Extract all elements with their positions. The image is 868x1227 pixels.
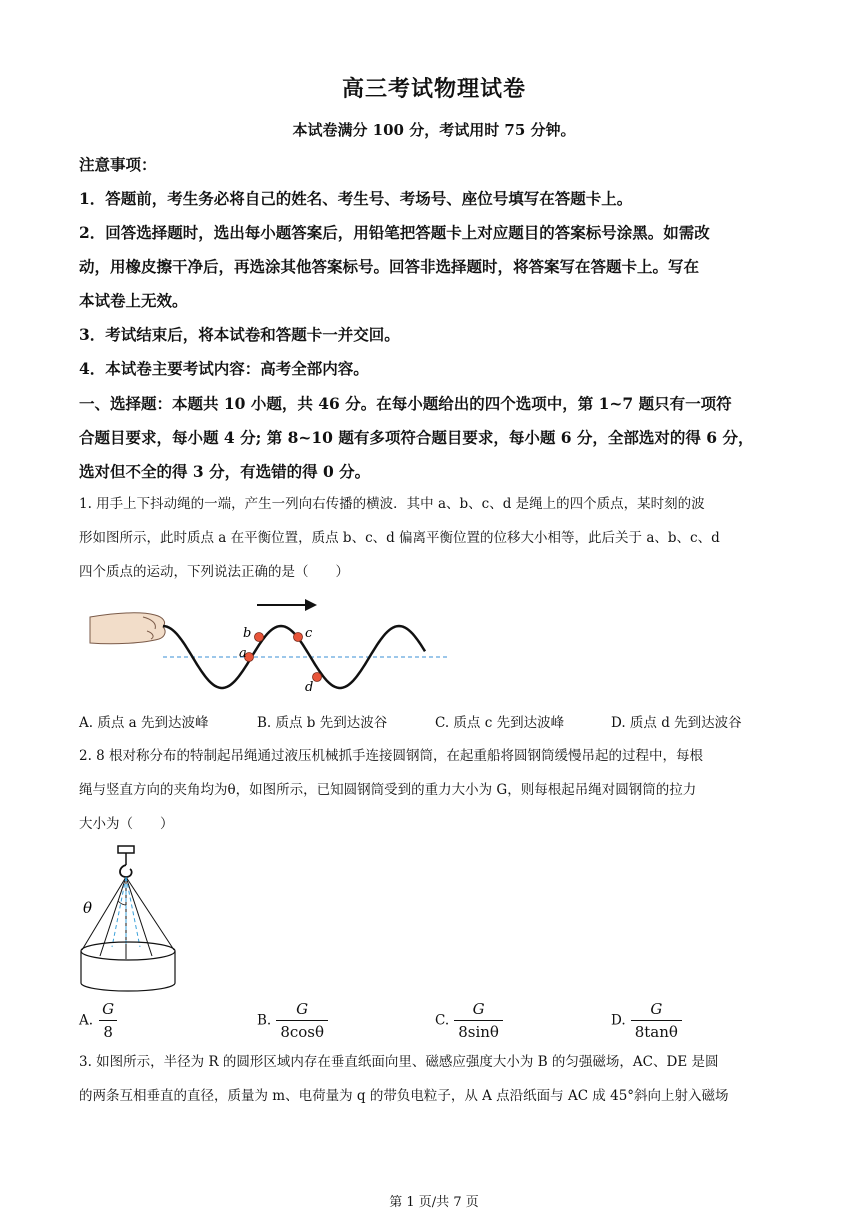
notice-heading: 注意事项：: [79, 155, 157, 174]
section-1-line-3: 选对但不全的得 3 分，有选错的得 0 分。: [79, 462, 371, 481]
q2-option-d[interactable]: [611, 1000, 682, 1041]
q2-option-a-fraction: [98, 1000, 118, 1041]
point-b-marker: [255, 633, 264, 642]
notice-item-2-line-3: 本试卷上无效。: [79, 291, 188, 310]
q2-option-c-fraction: [454, 1000, 503, 1041]
question-2-line-2: 绳与竖直方向的夹角均为θ，如图所示，已知圆钢筒受到的重力大小为 G，则每根起吊绳对圆钢筒的拉力: [79, 782, 697, 798]
page-footer: 第 1 页/共 7 页: [389, 1195, 479, 1210]
section-1-line-2: 合题目要求，每小题 4 分; 第 8~10 题有多项符合题目要求，每小题 6 分，全部选对的得 6 分，: [79, 428, 754, 447]
point-b-label: b: [243, 626, 252, 641]
q1-option-c[interactable]: C. 质点 c 先到达波峰: [435, 715, 565, 731]
q1-option-b[interactable]: B. 质点 b 先到达波谷: [257, 715, 388, 731]
point-a-label: a: [239, 646, 247, 661]
question-1-line-2: 形如图所示，此时质点 a 在平衡位置，质点 b、c、d 偏离平衡位置的位移大小相等，此后关于 a、b、c、d: [79, 530, 720, 546]
q2-option-d-denominator: 8tanθ: [631, 1020, 682, 1041]
q2-option-c-letter: C.: [435, 1012, 450, 1029]
section-1-line-1: 一、选择题：本题共 10 小题，共 46 分。在每小题给出的四个选项中，第 1~7 题只有一项符: [79, 394, 732, 413]
q2-option-a-numerator: G: [102, 1000, 115, 1018]
question-3-line-1: 3. 如图所示，半径为 R 的圆形区域内存在垂直纸面向里、磁感应强度大小为 B 的匀强磁场，AC、DE 是圆: [79, 1054, 719, 1070]
q2-option-b-denominator: 8cosθ: [276, 1020, 328, 1041]
q2-option-b-numerator: G: [296, 1000, 309, 1018]
q2-option-b-letter: B.: [257, 1012, 272, 1029]
hand-illustration: [90, 613, 165, 644]
question-3-line-2: 的两条互相垂直的直径，质量为 m、电荷量为 q 的带负电粒子，从 A 点沿纸面与 AC 成 45°斜向上射入磁场: [79, 1088, 729, 1104]
theta-label: θ: [83, 899, 93, 917]
q2-option-d-letter: D.: [611, 1012, 626, 1029]
point-d-label: d: [305, 680, 314, 695]
q2-option-c-denominator: 8sinθ: [454, 1020, 503, 1041]
q2-option-b[interactable]: [257, 1000, 328, 1041]
wave-figure: [85, 595, 465, 700]
q2-option-a-letter: A.: [79, 1012, 94, 1029]
point-d-marker: [313, 673, 322, 682]
question-2-line-1: 2. 8 根对称分布的特制起吊绳通过液压机械抓手连接圆钢筒，在起重船将圆钢筒缓慢吊起的过程中，每根: [79, 748, 704, 764]
notice-item-3: 3．考试结束后，将本试卷和答题卡一并交回。: [79, 325, 400, 344]
propagation-arrow: [257, 599, 317, 611]
crane-cylinder-figure: [78, 843, 188, 993]
notice-item-4: 4．本试卷主要考试内容：高考全部内容。: [79, 359, 369, 378]
q2-option-c-numerator: G: [472, 1000, 485, 1018]
q1-option-d[interactable]: D. 质点 d 先到达波谷: [611, 715, 742, 731]
q2-option-a[interactable]: [79, 1000, 118, 1041]
q2-option-d-numerator: G: [650, 1000, 663, 1018]
q1-option-a[interactable]: A. 质点 a 先到达波峰: [79, 715, 209, 731]
page-title: 高三考试物理试卷: [341, 76, 526, 102]
point-c-label: c: [305, 626, 313, 641]
q2-option-b-fraction: [276, 1000, 328, 1041]
question-2-line-3: 大小为（ ）: [79, 816, 174, 832]
notice-item-2-line-2: 动，用橡皮擦干净后，再选涂其他答案标号。回答非选择题时，将答案写在答题卡上。写在: [79, 257, 700, 276]
q2-option-d-fraction: [631, 1000, 682, 1041]
point-c-marker: [294, 633, 303, 642]
q2-option-a-denominator: 8: [99, 1020, 117, 1041]
question-1-line-3: 四个质点的运动，下列说法正确的是（ ）: [79, 564, 349, 580]
notice-item-1: 1．答题前，考生务必将自己的姓名、考生号、考场号、座位号填写在答题卡上。: [79, 189, 633, 208]
question-1-line-1: 1. 用手上下抖动绳的一端，产生一列向右传播的横波．其中 a、b、c、d 是绳上的四个质点，某时刻的波: [79, 496, 705, 512]
q2-option-c[interactable]: [435, 1000, 503, 1041]
exam-subtitle: 本试卷满分 100 分，考试用时 75 分钟。: [292, 121, 576, 139]
notice-item-2-line-1: 2．回答选择题时，选出每小题答案后，用铅笔把答题卡上对应题目的答案标号涂黑。如需改: [79, 223, 710, 242]
